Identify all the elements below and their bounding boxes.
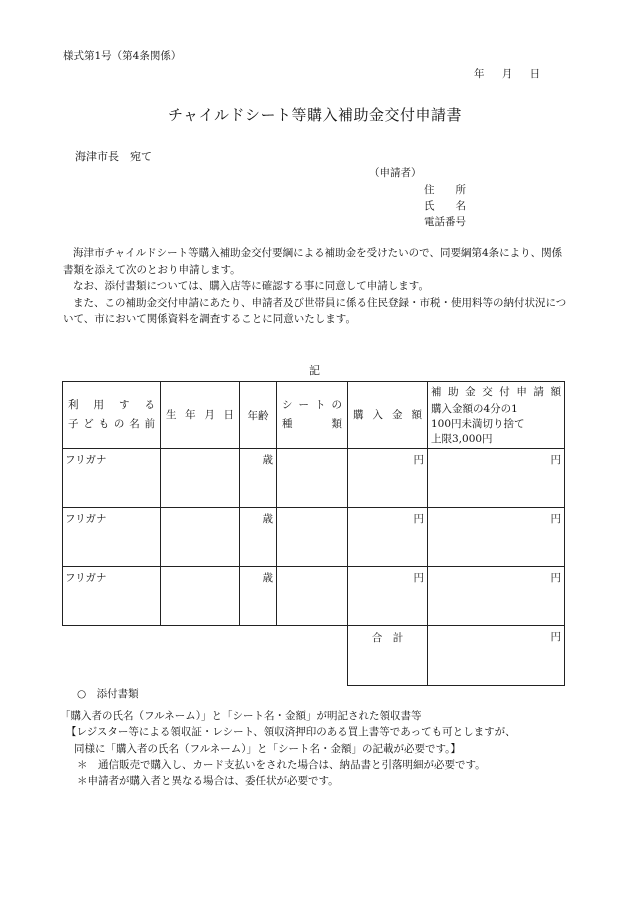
age-cell[interactable]: [240, 567, 277, 626]
subsidy-cell[interactable]: [428, 508, 565, 567]
attachment-line-4: ＊ 通信販売で購入し、カード支払いをされた場合は、納品書と引落明細が必要です。: [77, 758, 486, 771]
total-spacer: [63, 626, 348, 686]
header-birthdate: 生年月日: [161, 382, 240, 449]
header-seat-type-line2: 種類: [282, 418, 342, 430]
header-subsidy-line3: 100円未満切り捨て: [431, 418, 525, 430]
header-subsidy-line1: 補助金交付申請額: [431, 386, 561, 398]
form-number: 様式第1号（第4条関係）: [63, 50, 182, 62]
header-child-name-line2: 子どもの名前: [68, 418, 155, 430]
application-table: [62, 381, 565, 686]
attachments-heading: ○ 添付書類: [77, 688, 139, 700]
header-subsidy-line2: 購入金額の4分の1: [431, 403, 518, 415]
child-name-cell[interactable]: [63, 449, 161, 508]
amount-cell[interactable]: [348, 508, 428, 567]
age-unit: 歳: [262, 454, 273, 466]
furigana-label: フリガナ: [65, 454, 107, 466]
applicant-phone-label: 電話番号: [424, 216, 466, 228]
header-seat-type: [277, 382, 348, 449]
date-line: 年 月 日: [474, 68, 541, 80]
attachment-line-1: 「購入者の氏名（フルネーム）」と「シート名・金額」が明記された領収書等: [60, 710, 422, 722]
table-row: [63, 567, 565, 626]
furigana-label: フリガナ: [65, 572, 107, 584]
subsidy-unit: 円: [550, 513, 561, 525]
age-unit: 歳: [262, 513, 273, 525]
seat-type-cell[interactable]: [277, 449, 348, 508]
attachment-line-5: ＊申請者が購入者と異なる場合は、委任状が必要です。: [77, 775, 339, 788]
birthdate-cell[interactable]: [161, 449, 240, 508]
child-name-cell[interactable]: [63, 567, 161, 626]
subsidy-unit: 円: [550, 454, 561, 466]
furigana-label: フリガナ: [65, 513, 107, 525]
total-row: [63, 626, 565, 686]
header-child-name-line1: 利用する: [68, 399, 155, 411]
age-cell[interactable]: [240, 449, 277, 508]
total-subsidy-cell[interactable]: [428, 626, 565, 686]
attachment-line-3: 同様に「購入者の氏名（フルネーム）」と「シート名・金額」の記載が必要です。】: [74, 742, 461, 755]
header-age: 年齢: [240, 382, 277, 449]
amount-cell[interactable]: [348, 567, 428, 626]
header-amount: 購入金額: [348, 382, 428, 449]
table-row: [63, 508, 565, 567]
subsidy-unit: 円: [550, 572, 561, 584]
applicant-address-label: 住 所: [424, 184, 466, 196]
subsidy-cell[interactable]: [428, 449, 565, 508]
child-name-cell[interactable]: [63, 508, 161, 567]
amount-unit: 円: [413, 513, 424, 525]
header-seat-type-line1: シートの: [282, 399, 342, 411]
applicant-heading: （申請者）: [369, 167, 422, 179]
body-paragraph-2: なお、添付書類については、購入店等に確認する事に同意して申請します。: [73, 280, 429, 292]
body-paragraph-1: 海津市チャイルドシート等購入補助金交付要綱による補助金を受けたいので、同要綱第4条により、関係書類を添えて次のとおり申請します。: [63, 247, 563, 276]
header-subsidy: [428, 382, 565, 449]
attachments-notes: [60, 708, 516, 789]
table-header-row: [63, 382, 565, 449]
amount-unit: 円: [413, 572, 424, 584]
ki-heading: 記: [309, 364, 320, 377]
document-title: チャイルドシート等購入補助金交付申請書: [167, 106, 463, 124]
table-row: [63, 449, 565, 508]
header-subsidy-line4: 上限3,000円: [431, 433, 493, 445]
age-cell[interactable]: [240, 508, 277, 567]
amount-unit: 円: [413, 454, 424, 466]
addressee: 海津市長 宛て: [75, 150, 152, 163]
birthdate-cell[interactable]: [161, 567, 240, 626]
amount-cell[interactable]: [348, 449, 428, 508]
total-unit: 円: [550, 631, 561, 643]
header-child-name: [63, 382, 161, 449]
total-label: 合 計: [348, 626, 428, 686]
body-paragraph-3: また、この補助金交付申請にあたり、申請者及び世帯員に係る住民登録・市税・使用料等の納付状況について、市において関係資料を調査することに同意いたします。: [63, 296, 567, 325]
age-unit: 歳: [262, 572, 273, 584]
applicant-name-label: 氏 名: [424, 200, 466, 212]
seat-type-cell[interactable]: [277, 567, 348, 626]
attachment-line-2: 【レジスター等による領収証・レシート、領収済押印のある買上書等であっても可としますが、: [66, 726, 516, 739]
application-body: [63, 245, 571, 328]
subsidy-cell[interactable]: [428, 567, 565, 626]
seat-type-cell[interactable]: [277, 508, 348, 567]
birthdate-cell[interactable]: [161, 508, 240, 567]
